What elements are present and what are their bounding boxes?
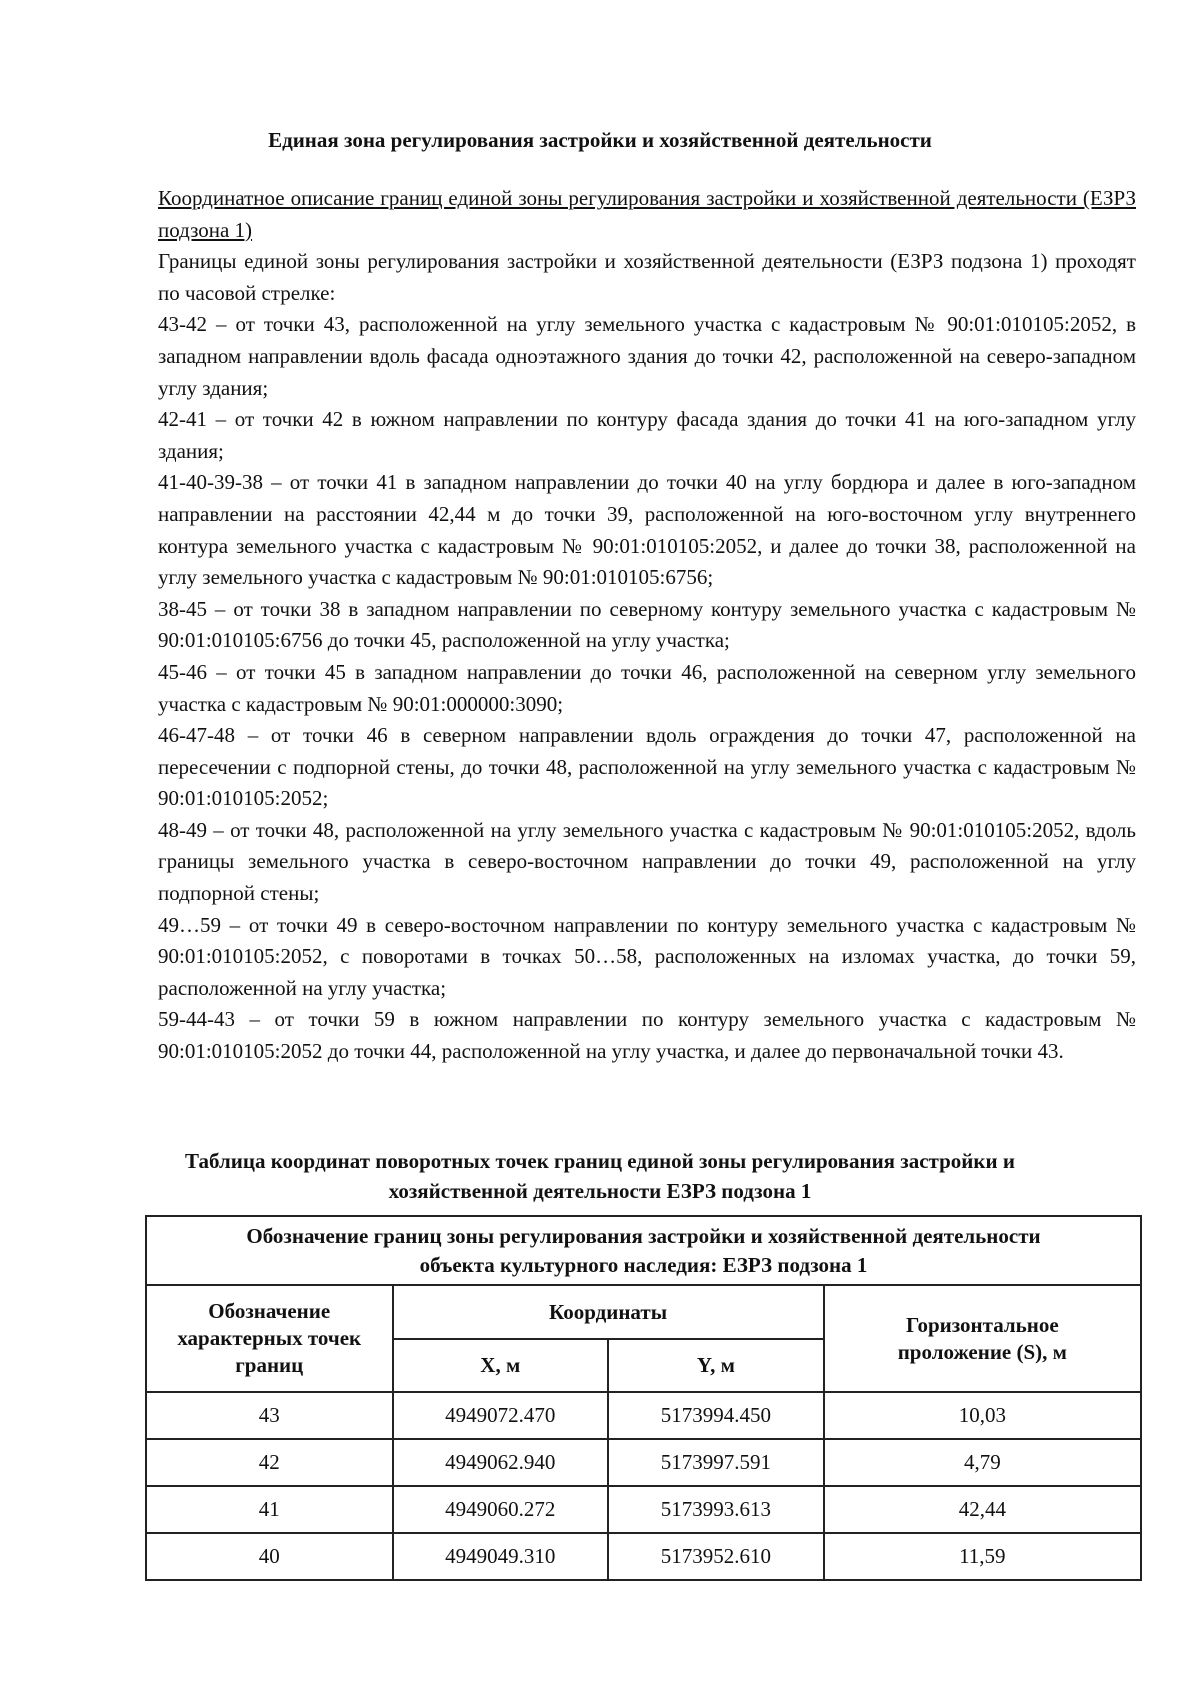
cell-point: 41 (146, 1486, 393, 1533)
column-header-x: X, м (393, 1339, 609, 1392)
table-zone-header-line: Обозначение границ зоны регулирования застройки и хозяйственной деятельности (246, 1223, 1041, 1248)
cell-distance: 11,59 (824, 1533, 1141, 1580)
paragraph-segment-46-48: 46-47-48 – от точки 46 в северном направлении вдоль ограждения до точки 47, расположенной на пересечении с подпорной стены, до точки 48, расположенной на углу земельного участка с кадастровым № 90:01:010105:2052; (158, 723, 1136, 811)
section-subtitle: Координатное описание границ единой зоны регулирования застройки и хозяйственной деятельности (ЕЗРЗ подзона 1) (158, 186, 1136, 242)
cell-distance: 42,44 (824, 1486, 1141, 1533)
cell-distance: 10,03 (824, 1392, 1141, 1439)
table-column-header-row (146, 1285, 1141, 1339)
paragraph-segment-59-43: 59-44-43 – от точки 59 в южном направлении по контуру земельного участка с кадастровым № 90:01:010105:2052 до точки 44, расположенной на углу участка, и далее до первоначальной точки 43. (158, 1007, 1136, 1064)
cell-point: 40 (146, 1533, 393, 1580)
column-header-text: проложение (S), м (897, 1339, 1067, 1364)
cell-y: 5173993.613 (608, 1486, 824, 1533)
paragraph-segment-41-38: 41-40-39-38 – от точки 41 в западном направлении до точки 40 на углу бордюра и далее в юго-западном направлении на расстоянии 42,44 м до точки 39, расположенной на юго-восточном углу внутреннего контура земельного участка с кадастровым № 90:01:010105:2052, и далее до точки 38, расположенной на углу земельного участка с кадастровым № 90:01:010105:6756; (158, 470, 1136, 590)
table-row (146, 1439, 1141, 1486)
paragraph-intro: Границы единой зоны регулирования застройки и хозяйственной деятельности (ЕЗРЗ подзона 1) проходят по часовой стрелке: (158, 249, 1136, 305)
column-header-text: Горизонтальное (905, 1312, 1059, 1337)
cell-x: 4949072.470 (393, 1392, 609, 1439)
column-header-distance (824, 1285, 1141, 1392)
paragraph-segment-45-46: 45-46 – от точки 45 в западном направлении до точки 46, расположенной на северном углу земельного участка с кадастровым № 90:01:000000:3090; (158, 659, 1136, 716)
column-header-points (146, 1285, 393, 1392)
table-zone-header (146, 1216, 1141, 1285)
cell-y: 5173997.591 (608, 1439, 824, 1486)
column-header-y: Y, м (608, 1339, 824, 1392)
cell-x: 4949062.940 (393, 1439, 609, 1486)
paragraph-segment-43-42: 43-42 – от точки 43, расположенной на углу земельного участка с кадастровым № 90:01:010105:2052, в западном направлении вдоль фасада одноэтажного здания до точки 42, расположенной на северо-западном углу здания; (158, 312, 1136, 400)
table-row (146, 1486, 1141, 1533)
table-header-row (146, 1216, 1141, 1285)
column-header-coordinates: Координаты (393, 1285, 824, 1339)
cell-point: 43 (146, 1392, 393, 1439)
cell-distance: 4,79 (824, 1439, 1141, 1486)
table-zone-header-line: объекта культурного наследия: ЕЗРЗ подзона 1 (419, 1252, 868, 1277)
column-header-text: границ (235, 1353, 304, 1377)
table-title-line: Таблица координат поворотных точек границ единой зоны регулирования застройки и (185, 1149, 1015, 1173)
cell-y: 5173952.610 (608, 1533, 824, 1580)
paragraph-segment-42-41: 42-41 – от точки 42 в южном направлении по контуру фасада здания до точки 41 на юго-западном углу здания; (158, 407, 1136, 463)
paragraph-segment-49-59: 49…59 – от точки 49 в северо-восточном направлении по контуру земельного участка с кадастровым № 90:01:010105:2052, с поворотами в точках 50…58, расположенных на изломах участка, до точки 59, расположенной на углу участка; (158, 912, 1136, 1000)
cell-y: 5173994.450 (608, 1392, 824, 1439)
paragraph-segment-48-49: 48-49 – от точки 48, расположенной на углу земельного участка с кадастровым № 90:01:010105:2052, вдоль границы земельного участка в северо-восточном направлении до точки 49, расположенной на углу подпорной стены; (158, 817, 1136, 906)
column-header-text: Обозначение (208, 1299, 331, 1323)
document-title: Единая зона регулирования застройки и хозяйственной деятельности (268, 128, 932, 152)
table-title-line: хозяйственной деятельности ЕЗРЗ подзона 1 (388, 1179, 812, 1203)
paragraph-segment-38-45: 38-45 – от точки 38 в западном направлении по северному контуру земельного участка с кадастровым № 90:01:010105:6756 до точки 45, расположенной на углу участка; (158, 596, 1136, 653)
coordinates-table (145, 1215, 1142, 1581)
table-row (146, 1392, 1141, 1439)
table-row (146, 1533, 1141, 1580)
cell-x: 4949060.272 (393, 1486, 609, 1533)
cell-point: 42 (146, 1439, 393, 1486)
column-header-text: характерных точек (177, 1326, 362, 1350)
cell-x: 4949049.310 (393, 1533, 609, 1580)
table-title (100, 1146, 1100, 1206)
document-body (158, 183, 1136, 1068)
